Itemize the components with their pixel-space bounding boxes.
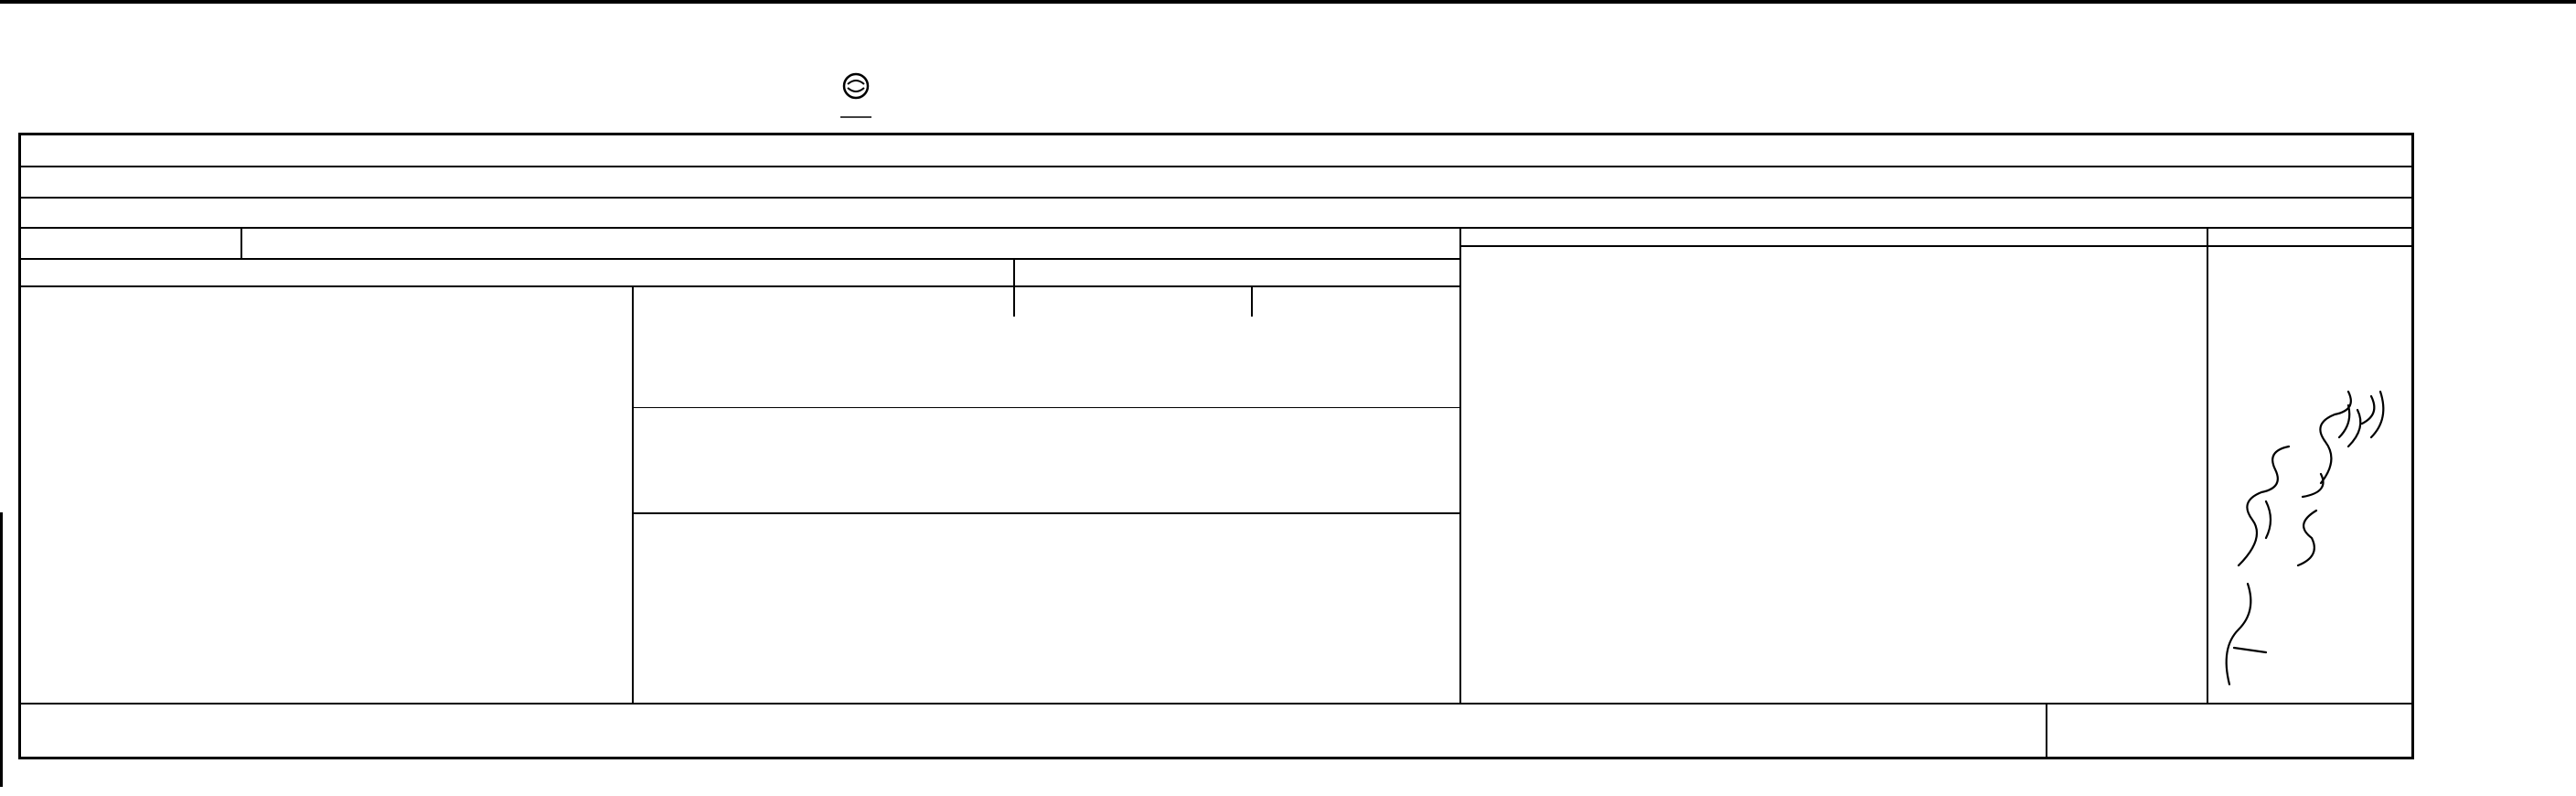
- delivery-form: [18, 133, 2414, 759]
- top-edge-line: [0, 0, 2576, 4]
- left-edge-mark: [0, 512, 8, 787]
- admision-field: [1022, 228, 1031, 259]
- certipostal-logo: [828, 66, 884, 121]
- observaciones-handwriting: [2211, 264, 2408, 698]
- documento-field: [250, 228, 262, 259]
- barcode: [1500, 60, 2176, 135]
